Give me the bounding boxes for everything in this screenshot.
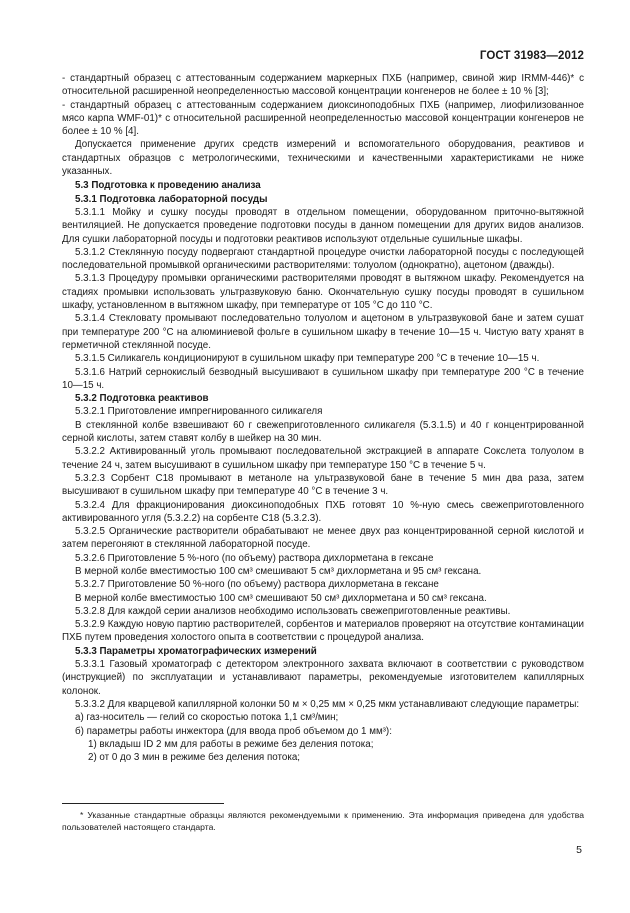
list-item: а) газ-носитель — гелий со скоростью потока 1,1 см³/мин; [75, 712, 339, 724]
document-code-header: ГОСТ 31983—2012 [479, 50, 584, 62]
paragraph: 5.3.1.2 Стеклянную посуду подвергают стандартной процедуре очистки лабораторной посуды с последующей последовательной промывкой органическими растворителями: толуолом (однократно), ацетоном (дважды). [62, 246, 584, 272]
paragraph: 5.3.1.4 Стекловату промывают последовательно толуолом и ацетоном в ультразвуковой бане и затем сушат при температуре 200 °С на алюминиевой фольге в сушильном шкафу в течение 10—15 ч. Чистую вату хранят в герметичной стеклянной посуде. [62, 313, 584, 351]
paragraph: 5.3.1.3 Процедуру промывки органическими растворителями проводят в вытяжном шкафу. Рекомендуется на стадиях промывки использовать ультразвуковую баню. Окончательную сушку посуды проводят в сушильном шкафу, установленном в вытяжном шкафу, при температуре от 105 °С до 110 °С. [62, 273, 584, 312]
paragraph: 5.3.2.5 Органические растворители обрабатывают не менее двух раз концентрированной серной кислотой и затем перегоняют в стеклянной лабораторной посуде. [62, 526, 584, 551]
page-number: 5 [576, 844, 582, 856]
paragraph: 5.3.3.1 Газовый хроматограф с детектором электронного захвата включают в соответствии с руководством (инструкцией) по эксплуатации и устанавливают параметры, рекомендуемые изготовителем капиллярных колонок. [62, 659, 584, 697]
list-item: 2) от 0 до 3 мин в режиме без деления потока; [88, 752, 300, 764]
paragraph: 5.3.2.8 Для каждой серии анализов необходимо использовать свежеприготовленные реактивы. [75, 605, 511, 617]
paragraph: В мерной колбе вместимостью 100 см³ смешивают 50 см³ дихлорметана и 50 см³ гексана. [75, 592, 487, 604]
paragraph: 5.3.2.2 Активированный уголь промывают последовательной экстракцией в аппарате Сокслета толуолом в течение 24 ч, затем высушивают в сушильном шкафу при температуре 150 °С в течение 5 ч. [62, 446, 584, 471]
paragraph: В мерной колбе вместимостью 100 см³ смешивают 5 см³ дихлорметана и 95 см³ гексана. [75, 565, 482, 577]
list-item: б) параметры работы инжектора (для ввода проб объемом до 1 мм³): [75, 725, 392, 737]
section-heading: 5.3.1 Подготовка лабораторной посуды [75, 193, 268, 205]
document-body [62, 72, 584, 764]
paragraph: 5.3.1.6 Натрий сернокислый безводный высушивают в сушильном шкафу при температуре 200 °С в течение 10—15 ч. [62, 366, 584, 391]
paragraph: 5.3.1.5 Силикагель кондиционируют в сушильном шкафу при температуре 200 °С в течение 10—15 ч. [75, 353, 540, 365]
paragraph: - стандартный образец с аттестованным содержанием диоксиноподобных ПХБ (например, лиофилизованное мясо карпа WMF-01)* с относительной расширенной неопределенностью массовой концентрации конгенеров не более ± 10 % [4]. [62, 99, 584, 138]
section-heading: 5.3.3 Параметры хроматографических измерений [75, 645, 317, 657]
paragraph: 5.3.2.7 Приготовление 50 %-ного (по объему) раствора дихлорметана в гексане [75, 579, 439, 591]
paragraph: - стандартный образец с аттестованным содержанием маркерных ПХБ (например, свиной жир IRMM-446)* с относительной расширенной неопределенностью массовой концентрации конгенеров не более ± 10 % [3]; [62, 73, 584, 98]
footnote: * Указанные стандартные образцы являются рекомендуемыми к применению. Эта информация приведена для удобства пользователей настоящего стандарта. [62, 810, 584, 833]
paragraph: Допускается применение других средств измерений и вспомогательного оборудования, реактивов и стандартных образцов с метрологическими, техническими и качественными характеристиками не ниже указанных. [62, 139, 584, 178]
paragraph: 5.3.2.3 Сорбент С18 промывают в метаноле на ультразвуковой бане в течение 5 мин два раза, затем высушивают в сушильном шкафу при температуре 40 °С в течение 3 ч. [62, 472, 584, 498]
footnote-divider [62, 803, 224, 804]
paragraph: 5.3.2.4 Для фракционирования диоксиноподобных ПХБ готовят 10 %-ную смесь свежеприготовленного активированного угля (5.3.2.2) на сорбенте С18 (5.3.2.3). [62, 499, 584, 524]
paragraph: 5.3.2.9 Каждую новую партию растворителей, сорбентов и материалов проверяют на отсутствие контаминации ПХБ путем проведения холостого опыта в соответствии с процедурой анализа. [62, 619, 584, 644]
paragraph: 5.3.3.2 Для кварцевой капиллярной колонки 50 м × 0,25 мм × 0,25 мкм устанавливают следующие параметры: [75, 698, 580, 710]
section-heading: 5.3.2 Подготовка реактивов [75, 393, 209, 405]
paragraph: 5.3.2.6 Приготовление 5 %-ного (по объему) раствора дихлорметана в гексане [75, 552, 434, 564]
paragraph: 5.3.2.1 Приготовление импрегнированного силикагеля [75, 406, 323, 418]
paragraph: 5.3.1.1 Мойку и сушку посуды проводят в отдельном помещении, оборудованном приточно-вытяжной вентиляцией. Не допускается проведение подготовки посуды в данном помещении для других видов анализов. Для сушки лабораторной посуды и подготовки реактивов используют отдельные сушильные шкафы. [62, 206, 584, 245]
list-item: 1) вкладыш ID 2 мм для работы в режиме без деления потока; [88, 738, 374, 750]
section-heading: 5.3 Подготовка к проведению анализа [75, 180, 261, 192]
paragraph: В стеклянной колбе взвешивают 60 г свежеприготовленного силикагеля (5.3.1.5) и 40 г концентрированной серной кислоты, затем ставят колбу в шейкер на 30 мин. [62, 419, 584, 445]
